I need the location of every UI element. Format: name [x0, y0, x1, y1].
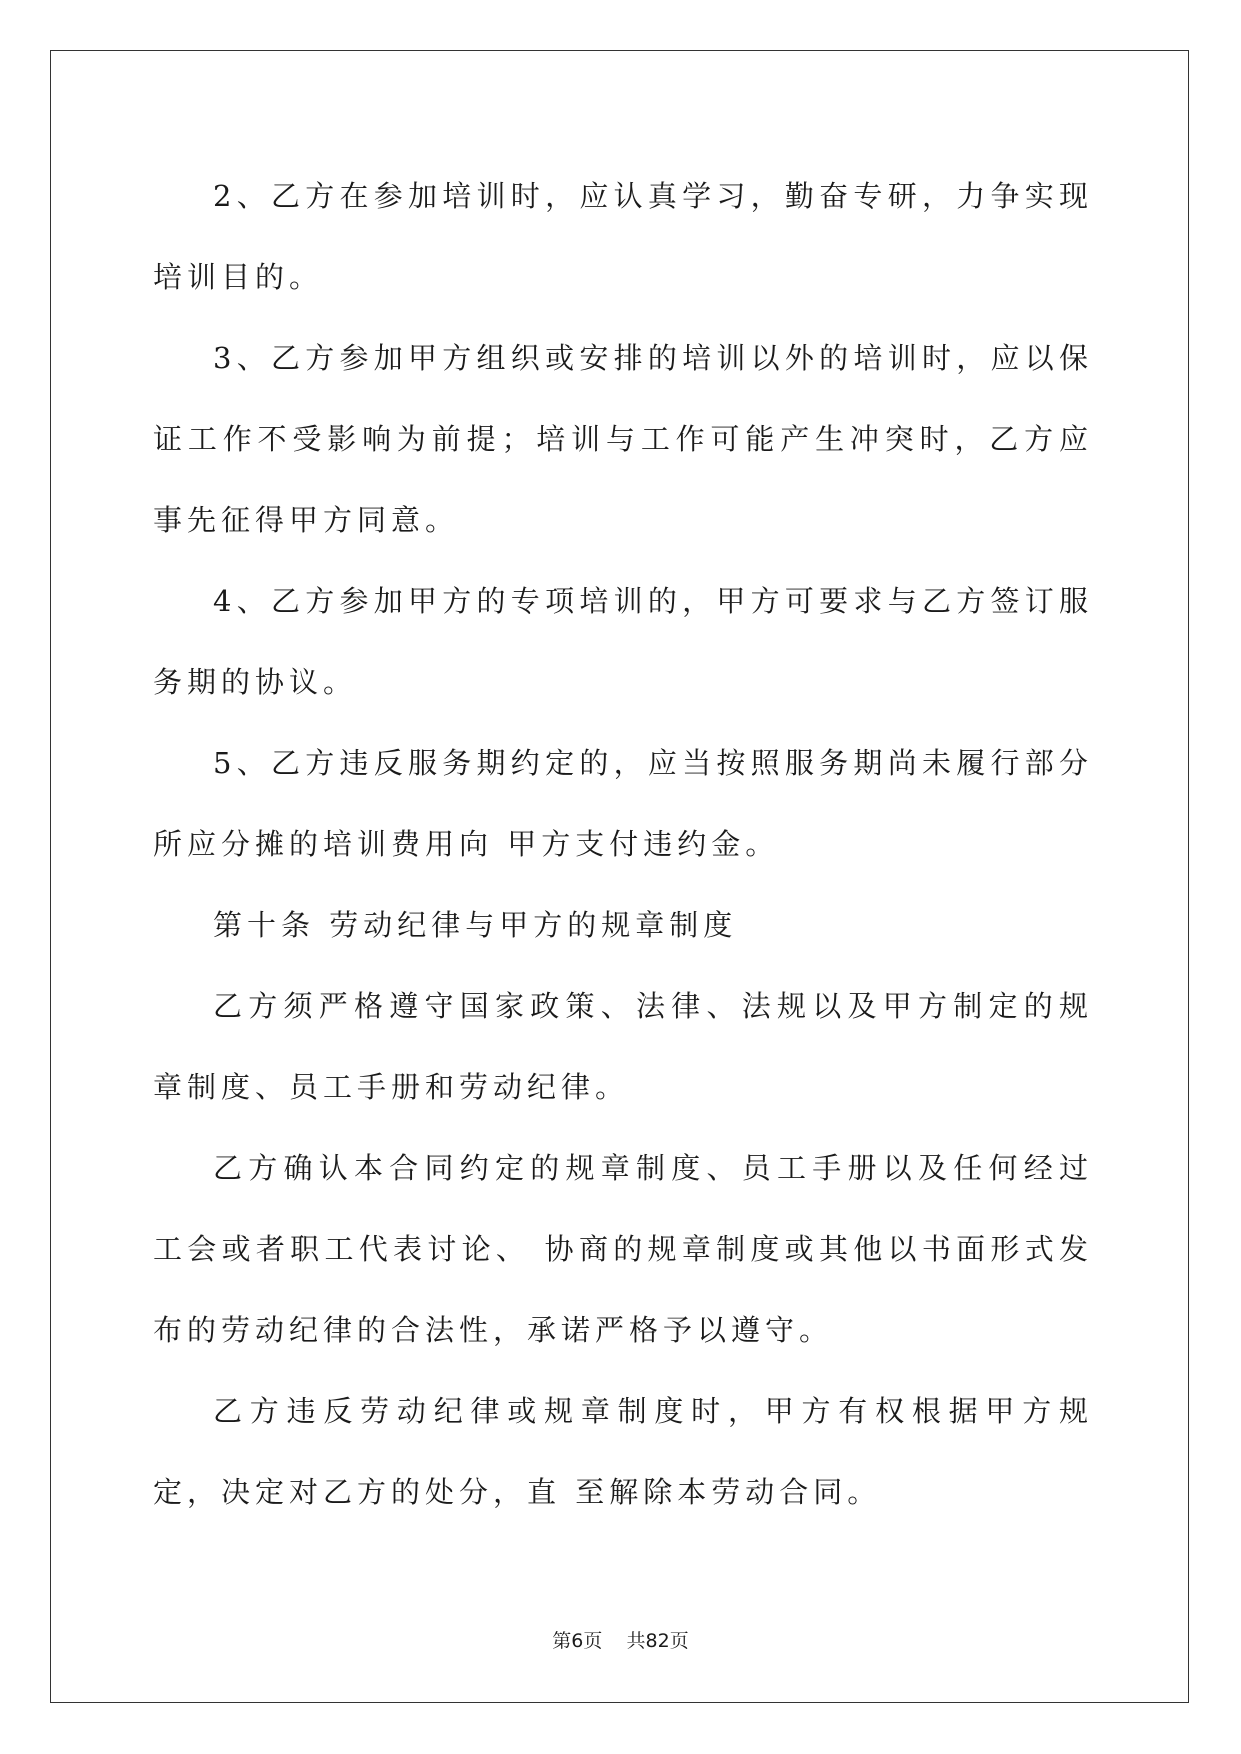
footer-total-prefix: 共	[626, 1630, 646, 1652]
paragraph-compliance: 乙方须严格遵守国家政策、法律、法规以及甲方制定的规章制度、员工手册和劳动纪律。	[153, 989, 1093, 1104]
paragraph-external-training: 3、乙方参加甲方组织或安排的培训以外的培训时，应以保证工作不受影响为前提；培训与工作可能产生冲突时，乙方应事先征得甲方同意。	[153, 341, 1093, 537]
footer-total-pages: 82	[645, 1630, 670, 1652]
footer-page-number: 6	[571, 1630, 584, 1652]
footer-total-suffix: 页	[669, 1630, 689, 1652]
footer-page-suffix: 页	[583, 1630, 603, 1652]
section-heading-article-ten: 第十条 劳动纪律与甲方的规章制度	[213, 908, 738, 942]
paragraph-breach-penalty: 5、乙方违反服务期约定的，应当按照服务期尚未履行部分所应分摊的培训费用向 甲方支付违约金。	[153, 746, 1093, 861]
page-footer	[0, 1626, 1241, 1653]
paragraph-service-period-agreement: 4、乙方参加甲方的专项培训的，甲方可要求与乙方签订服务期的协议。	[153, 584, 1093, 699]
document-body	[153, 156, 1093, 1533]
paragraph-training-diligence: 2、乙方在参加培训时，应认真学习，勤奋专研，力争实现培训目的。	[153, 179, 1093, 294]
footer-page-prefix: 第	[552, 1630, 572, 1652]
paragraph-disciplinary-action: 乙方违反劳动纪律或规章制度时，甲方有权根据甲方规定，决定对乙方的处分，直 至解除本劳动合同。	[153, 1394, 1093, 1509]
paragraph-legality-confirmation: 乙方确认本合同约定的规章制度、员工手册以及任何经过工会或者职工代表讨论、 协商的规章制度或其他以书面形式发布的劳动纪律的合法性，承诺严格予以遵守。	[153, 1151, 1093, 1347]
